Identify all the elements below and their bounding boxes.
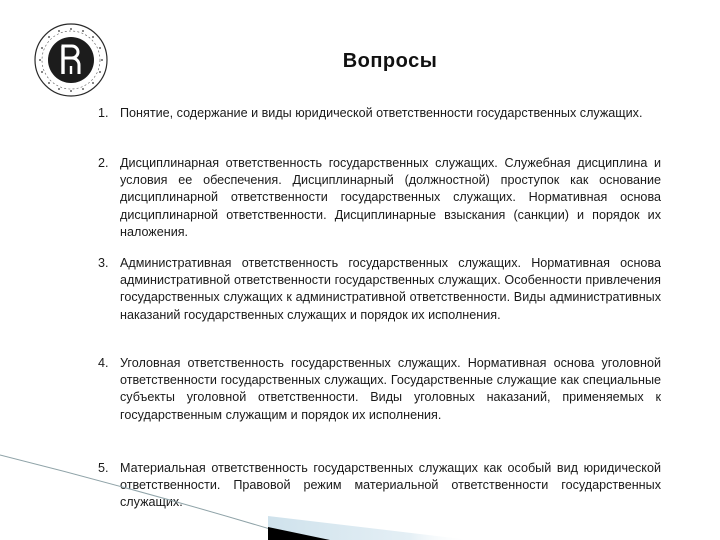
question-number: 2.	[98, 156, 109, 170]
question-item-4	[98, 355, 661, 424]
question-text: Уголовная ответственность государственных служащих. Нормативная основа уголовной ответственности государственных служащих. Государственные служащие как специальные субъекты уголовной ответственности. Виды уголовных наказаний, применяемых к государственным служащим и порядок их исполнения.	[120, 356, 661, 422]
question-text: Материальная ответственность государственных служащих как особый вид юридической ответственности. Правовой режим материальной ответственности государственных служащих.	[120, 461, 661, 510]
question-item-2	[98, 155, 661, 241]
question-text: Понятие, содержание и виды юридической ответственности государственных служащих.	[120, 106, 643, 120]
question-item-3	[98, 255, 661, 324]
decor-wedge	[268, 516, 470, 540]
hse-emblem-icon	[33, 22, 109, 98]
question-item-5	[98, 460, 661, 512]
university-logo	[33, 22, 109, 98]
question-text: Дисциплинарная ответственность государственных служащих. Служебная дисциплина и условия ее обеспечения. Дисциплинарный (должностной) проступок как основание дисциплинарной ответственности государственных служащих. Нормативная основа дисциплинарной ответственности. Дисциплинарные взыскания (санкции) и порядок их наложения.	[120, 156, 661, 239]
question-number: 4.	[98, 356, 109, 370]
question-text: Административная ответственность государственных служащих. Нормативная основа административной ответственности государственных служащих. Особенности привлечения государственных служащих к административной ответственности. Виды административных наказаний государственных служащих и порядок их исполнения.	[120, 256, 661, 322]
question-item-1	[98, 105, 661, 122]
slide-title: Вопросы	[342, 50, 438, 72]
question-number: 5.	[98, 461, 109, 475]
decor-triangle	[268, 527, 330, 540]
question-number: 1.	[98, 106, 109, 120]
question-number: 3.	[98, 256, 109, 270]
